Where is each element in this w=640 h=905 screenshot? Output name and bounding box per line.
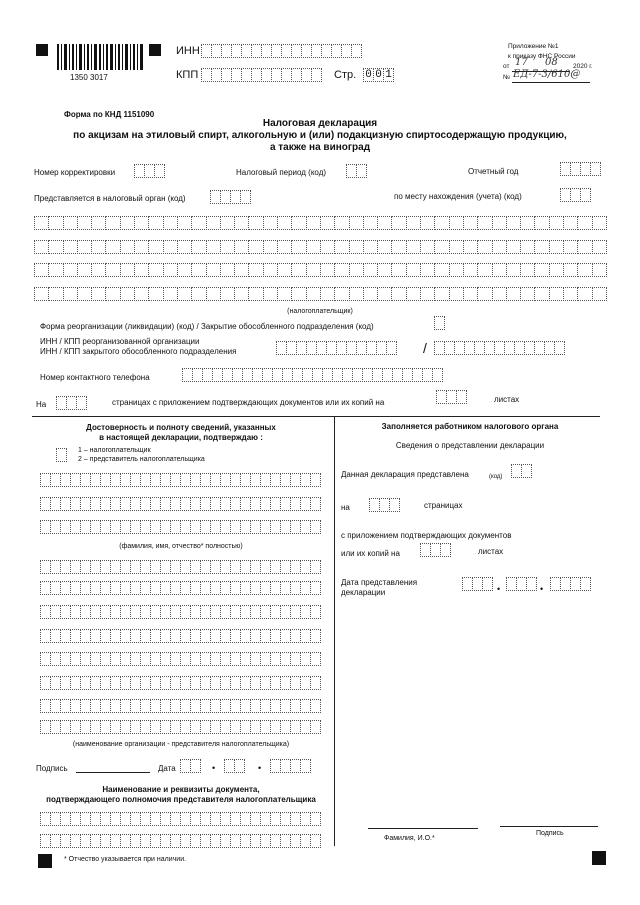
submission-date-separator-2: •	[540, 584, 544, 594]
location-field[interactable]	[560, 188, 590, 202]
submission-date-day[interactable]	[462, 577, 492, 591]
appendix-line1: Приложение №1	[508, 43, 559, 50]
correction-number-field[interactable]	[134, 164, 164, 178]
pages-count-field[interactable]	[56, 396, 86, 410]
taxpayer-name-row-1[interactable]	[34, 216, 606, 230]
inn-label: ИНН	[176, 45, 200, 57]
right-pages-label: страницах	[424, 501, 463, 510]
right-sheets-field[interactable]	[420, 543, 450, 557]
registration-mark-bottom-left	[38, 854, 52, 868]
title-line2: по акцизам на этиловый спирт, алкогольную и (или) подакцизную спиртосодержащую продукцию,	[73, 130, 567, 141]
appendix-line2: к приказу ФНС России	[508, 53, 576, 60]
org-row-8[interactable]	[40, 720, 320, 734]
inn-field[interactable]	[201, 44, 361, 58]
signer-option-1: 1 – налогоплательщик	[78, 447, 151, 454]
org-row-2[interactable]	[40, 581, 320, 595]
title-line3: а также на виноград	[269, 142, 371, 153]
appendix-date-day: 17	[515, 57, 528, 68]
org-caption: (наименование организации - представителя налогоплательщика)	[72, 741, 290, 748]
reorg-slash: /	[423, 340, 427, 356]
fio-line[interactable]	[368, 828, 478, 829]
org-row-1[interactable]	[40, 560, 320, 574]
fio-row-1[interactable]	[40, 473, 320, 487]
phone-label: Номер контактного телефона	[40, 373, 150, 382]
with-docs-label: с приложением подтверждающих документов	[341, 531, 512, 540]
barcode-number: 1350 3017	[70, 73, 108, 82]
org-row-3[interactable]	[40, 605, 320, 619]
report-year-label: Отчетный год	[468, 167, 519, 176]
appendix-num-value: ЕД-7-3/610@	[513, 69, 581, 80]
fio-row-2[interactable]	[40, 497, 320, 511]
submission-date-year[interactable]	[550, 577, 590, 591]
right-heading-2: Сведения о представлении декларации	[395, 441, 545, 450]
appendix-num-prefix: №	[503, 74, 510, 81]
submitted-label: Данная декларация представлена	[341, 470, 469, 479]
signer-type-field[interactable]	[56, 448, 66, 462]
tax-period-field[interactable]	[346, 164, 366, 178]
date-day-field[interactable]	[180, 759, 200, 773]
page-digit-1: 0	[363, 68, 374, 82]
date-year-field[interactable]	[270, 759, 310, 773]
barcode-graphic	[57, 44, 143, 70]
signer-option-2: 2 – представитель налогоплательщика	[78, 456, 205, 463]
page-label: Стр.	[334, 69, 357, 81]
sheets-label: листах	[494, 395, 520, 404]
submission-date-month[interactable]	[506, 577, 536, 591]
pages-text: страницах с приложением подтверждающих документов или их копий на	[112, 398, 385, 407]
date-month-field[interactable]	[224, 759, 244, 773]
sheets-count-field[interactable]	[436, 390, 466, 404]
tax-period-label: Налоговый период (код)	[236, 168, 327, 177]
reorg-inn-field[interactable]	[276, 341, 396, 355]
submitted-code-field[interactable]	[511, 464, 531, 478]
reorg-kpp-field[interactable]	[434, 341, 564, 355]
date-separator-2: •	[258, 763, 262, 773]
signature-line[interactable]	[76, 772, 150, 773]
fio-caption: (фамилия, имя, отчество* полностью)	[119, 543, 243, 550]
taxpayer-name-row-4[interactable]	[34, 287, 606, 301]
registration-mark-top-right	[149, 44, 161, 56]
pages-on-label: На	[36, 400, 47, 409]
right-signature-label: Подпись	[536, 830, 564, 837]
right-sheets-label: листах	[478, 547, 504, 556]
footnote: * Отчество указывается при наличии.	[64, 856, 187, 863]
submission-date-separator-1: •	[497, 584, 501, 594]
left-heading-1: Достоверность и полноту сведений, указанных	[86, 423, 276, 432]
doc-row-1[interactable]	[40, 812, 320, 826]
correction-number-label: Номер корректировки	[34, 168, 116, 177]
taxpayer-caption: (налогоплательщик)	[287, 308, 353, 315]
page-number-field[interactable]	[363, 68, 393, 82]
fio-label: Фамилия, И.О.*	[384, 835, 435, 842]
submission-date-label-2: декларации	[341, 588, 386, 597]
report-year-field[interactable]	[560, 162, 600, 176]
appendix-num-underline	[512, 82, 590, 83]
page-digit-2: 0	[373, 68, 384, 82]
doc-row-2[interactable]	[40, 834, 320, 848]
org-row-5[interactable]	[40, 652, 320, 666]
kpp-field[interactable]	[201, 68, 321, 82]
column-divider	[334, 416, 335, 846]
org-row-7[interactable]	[40, 699, 320, 713]
fio-row-3[interactable]	[40, 520, 320, 534]
reorg-inn-label-2: ИНН / КПП закрытого обособленного подразделения	[40, 347, 237, 356]
title-line1: Налоговая декларация	[262, 118, 378, 129]
doc-heading-2: подтверждающего полномочия представителя налогоплательщика	[46, 795, 316, 804]
taxpayer-name-row-3[interactable]	[34, 263, 606, 277]
phone-field[interactable]	[182, 368, 442, 382]
signature-label: Подпись	[36, 764, 68, 773]
org-row-6[interactable]	[40, 676, 320, 690]
reorg-form-field[interactable]	[434, 316, 444, 330]
tax-authority-field[interactable]	[210, 190, 250, 204]
location-label: по месту нахождения (учета) (код)	[394, 192, 522, 201]
right-heading-1: Заполняется работником налогового органа	[381, 422, 559, 431]
taxpayer-name-row-2[interactable]	[34, 240, 606, 254]
date-separator-1: •	[212, 763, 216, 773]
reorg-form-label: Форма реорганизации (ликвидации) (код) / Закрытие обособленного подразделения (код)	[40, 322, 374, 331]
doc-heading-1: Наименование и реквизиты документа,	[102, 785, 260, 794]
or-copies-label: или их копий на	[341, 549, 400, 558]
right-on-label: на	[341, 503, 350, 512]
left-heading-2: в настоящей декларации, подтверждаю :	[99, 433, 263, 442]
tax-authority-label: Представляется в налоговый орган (код)	[34, 194, 186, 203]
knd-form-code: Форма по КНД 1151090	[64, 110, 155, 119]
page-digit-3: 1	[383, 68, 394, 82]
appendix-date-year: 2020 г.	[573, 63, 593, 70]
org-row-4[interactable]	[40, 629, 320, 643]
signature-line-right[interactable]	[500, 826, 598, 827]
appendix-date-month: 08	[545, 57, 558, 68]
registration-mark-top-left	[36, 44, 48, 56]
reorg-inn-label-1: ИНН / КПП реорганизованной организации	[40, 337, 200, 346]
date-label: Дата	[158, 764, 176, 773]
kpp-label: КПП	[176, 69, 199, 81]
right-pages-field[interactable]	[369, 498, 399, 512]
barcode	[57, 44, 143, 70]
submission-date-label-1: Дата представления	[341, 578, 418, 587]
registration-mark-bottom-right	[592, 851, 606, 865]
appendix-date-prefix: от	[503, 63, 510, 70]
submitted-code-label: (код)	[489, 474, 503, 480]
section-divider	[32, 416, 600, 417]
